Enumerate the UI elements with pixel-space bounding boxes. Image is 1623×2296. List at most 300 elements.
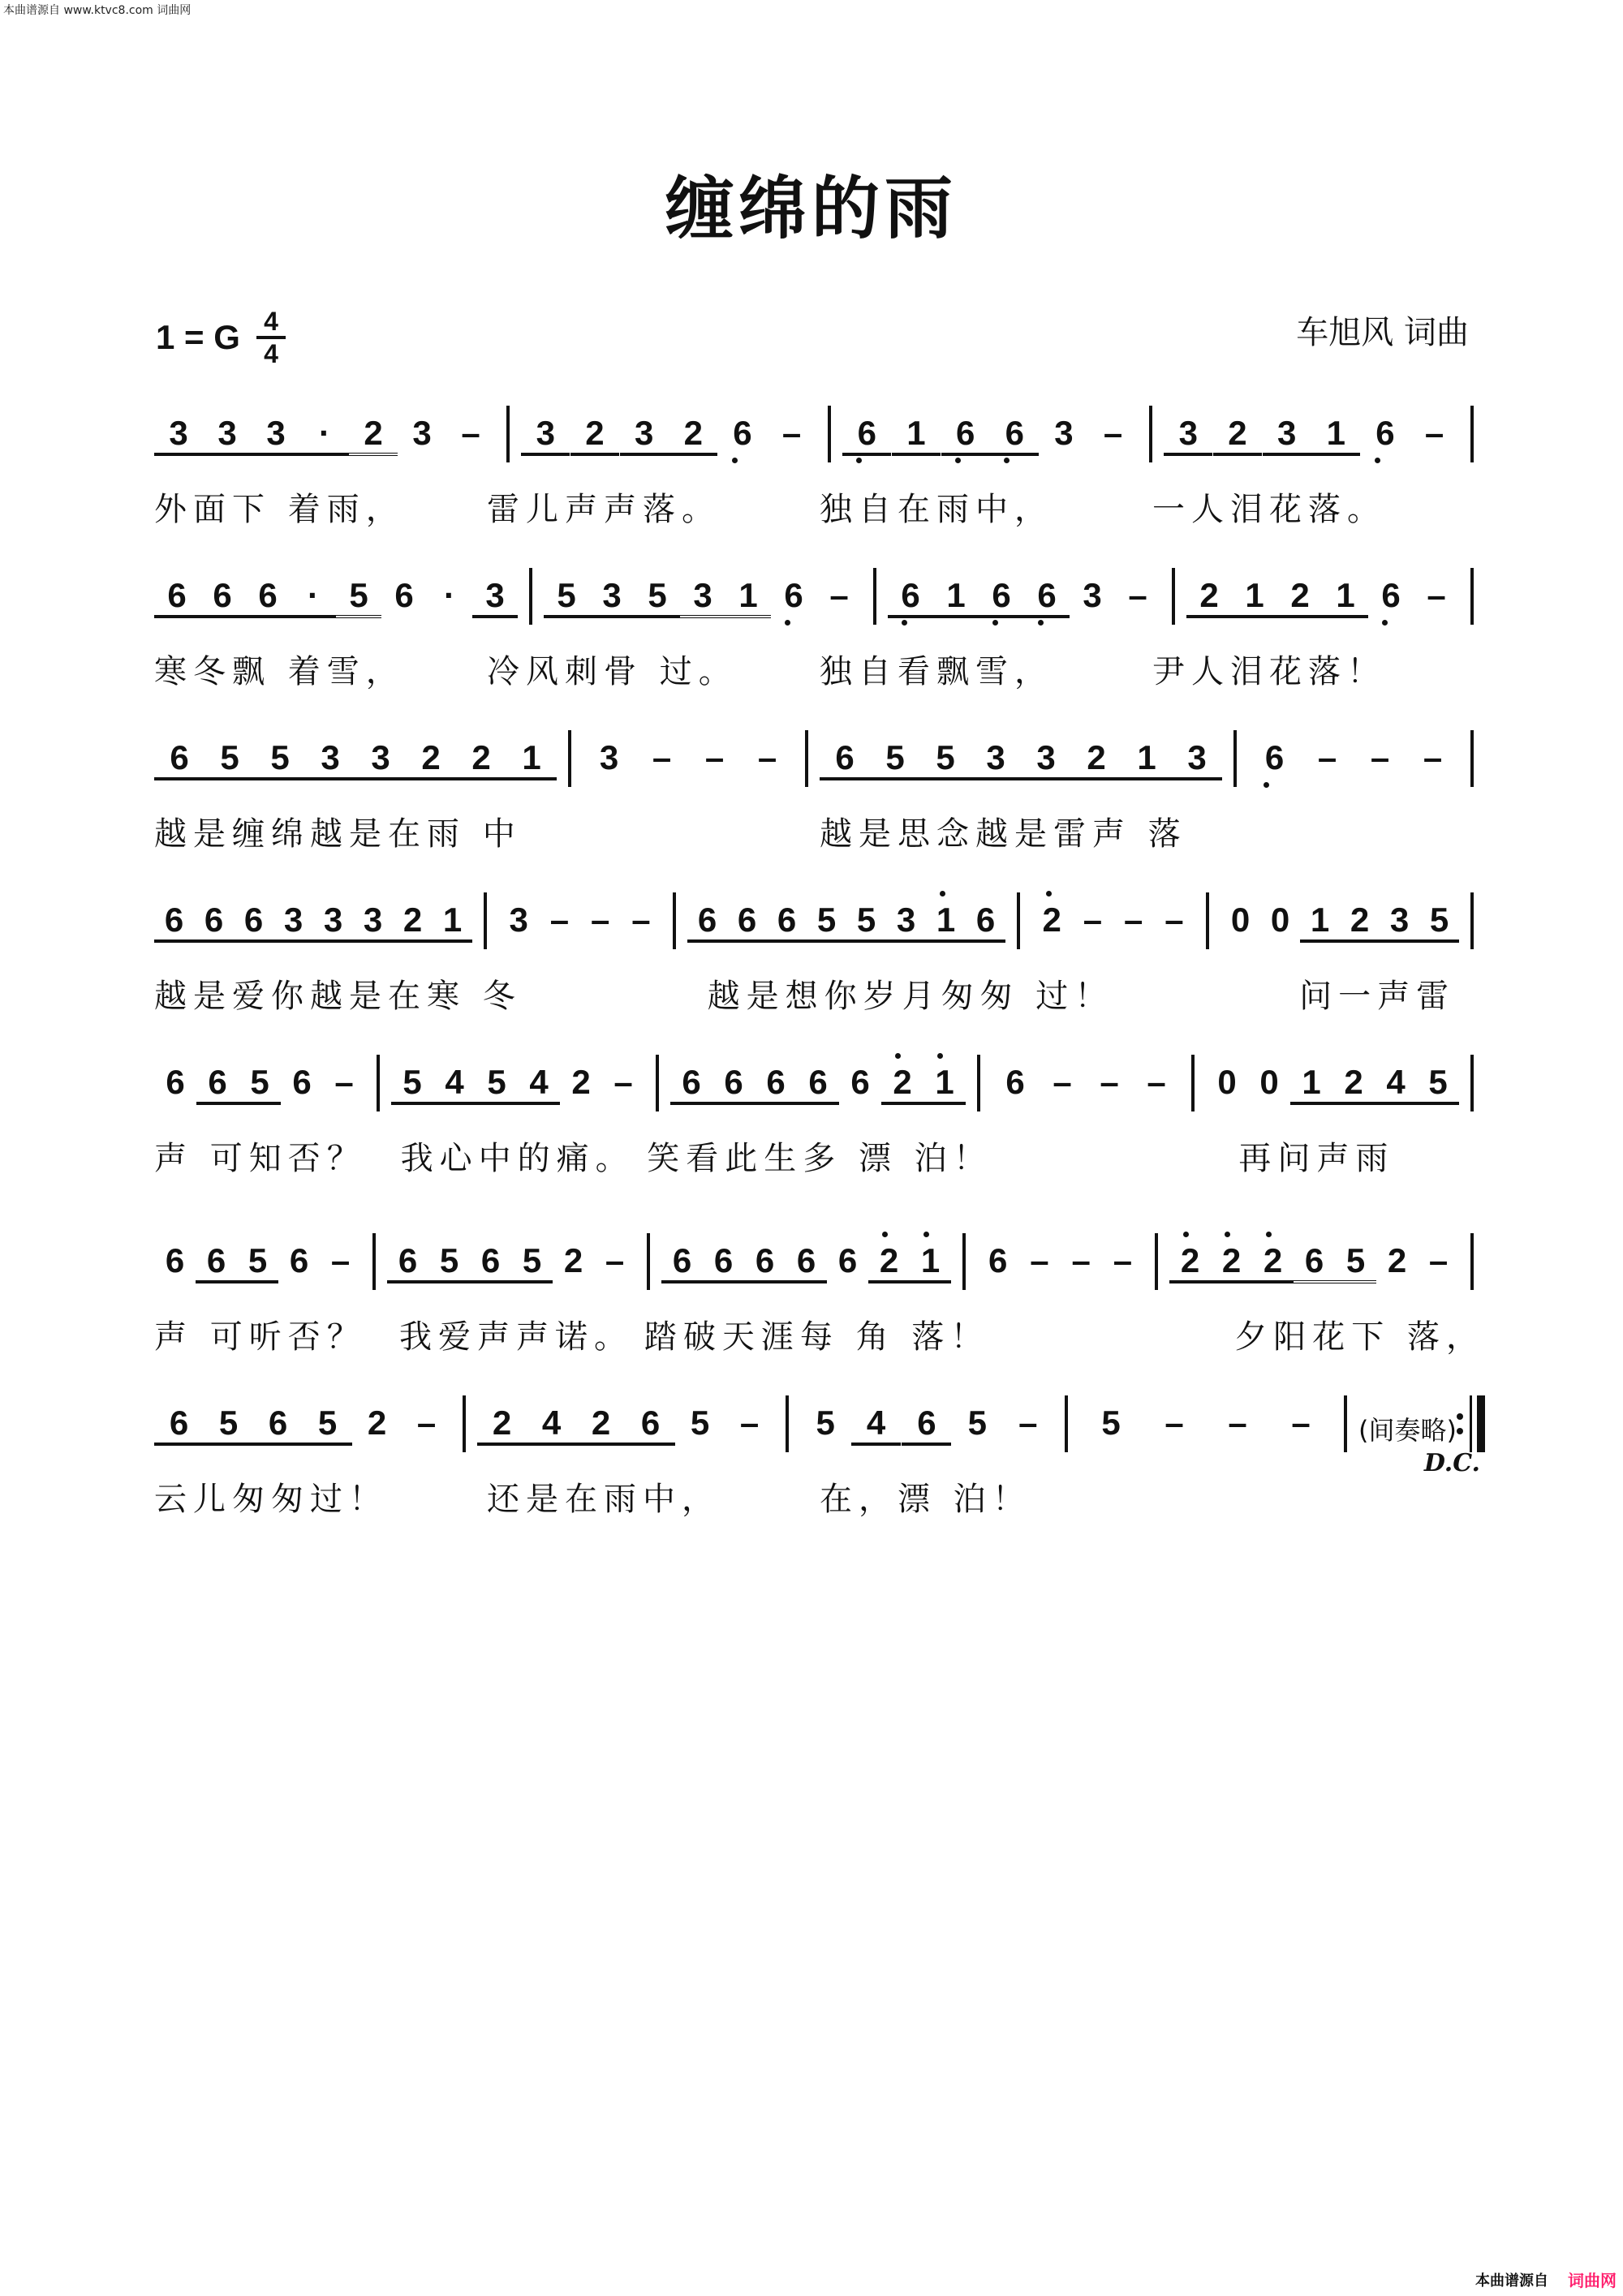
note: 6 xyxy=(850,1063,870,1101)
note: 6 xyxy=(888,568,933,618)
lyric-segment: 冷风刺骨 过。 xyxy=(487,653,738,690)
note: 5 xyxy=(476,1055,518,1105)
note: 2 xyxy=(563,1241,583,1279)
measure xyxy=(583,730,794,795)
note: 6 xyxy=(988,1241,1008,1279)
notation-line xyxy=(154,406,1485,471)
note: – xyxy=(1018,1404,1038,1442)
note: 5 xyxy=(1101,1404,1121,1442)
barline xyxy=(377,1055,380,1111)
lyric-segment: 在，漂 泊！ xyxy=(820,1481,1031,1518)
header-source-note: 本曲谱源自 www.ktvc8.com 词曲网 xyxy=(3,4,192,17)
note: 5 xyxy=(239,1055,281,1105)
note: 1 xyxy=(506,730,557,780)
lyric-segment: 云儿匆匆过！ xyxy=(154,1481,388,1518)
note: 2 xyxy=(1186,568,1232,618)
barline xyxy=(828,406,831,462)
note: 3 xyxy=(680,568,725,618)
lyric-segment xyxy=(522,808,820,857)
note: 2 xyxy=(349,406,398,456)
note: 1 xyxy=(725,568,771,618)
note: 1 xyxy=(1232,568,1277,618)
note: 2 xyxy=(367,1404,387,1442)
note: 5 xyxy=(846,892,886,943)
note: 6 xyxy=(154,1395,204,1446)
note: 3 xyxy=(273,892,313,943)
note: 6 xyxy=(771,568,816,615)
barline xyxy=(1206,892,1209,949)
barline xyxy=(1470,892,1474,949)
note: 2 xyxy=(1277,568,1323,618)
note: 4 xyxy=(851,1395,901,1446)
notation-line xyxy=(154,730,1485,795)
note: 0 xyxy=(1270,901,1290,939)
note: 0 xyxy=(1259,1063,1279,1101)
footer-source: 本曲谱源自 xyxy=(1475,2272,1548,2290)
note: 5 xyxy=(204,730,255,780)
repeat-end-barline xyxy=(1457,1395,1485,1452)
note: 3 xyxy=(620,406,669,456)
dc-marking: D.C. xyxy=(1423,1449,1480,1477)
note: 2 xyxy=(1252,1233,1294,1283)
note: 4 xyxy=(527,1395,576,1446)
lyrics-line xyxy=(154,970,1485,1019)
measure xyxy=(387,1233,635,1298)
lyric-segment: 我心中的痛。 xyxy=(400,1140,635,1177)
note: 6 xyxy=(979,568,1024,618)
lyric-segment: 外面下 着雨， xyxy=(154,491,405,528)
barline xyxy=(1470,1055,1474,1111)
measure xyxy=(391,1055,644,1120)
note: – xyxy=(1128,576,1147,614)
note: 3 xyxy=(1172,730,1222,780)
note: – xyxy=(1291,1404,1311,1442)
note: 6 xyxy=(154,568,200,618)
note: 5 xyxy=(336,568,381,618)
measure xyxy=(800,1395,1053,1460)
barline xyxy=(529,568,532,625)
note: 6 xyxy=(154,892,194,943)
measure xyxy=(992,1055,1180,1120)
measure xyxy=(1186,568,1459,633)
note: – xyxy=(1123,901,1143,939)
measure xyxy=(154,892,472,957)
note: 2 xyxy=(1071,730,1121,780)
note: 3 xyxy=(971,730,1021,780)
lyric-segment: 踏破天涯每 角 落！ xyxy=(644,1318,990,1356)
barline xyxy=(506,406,510,462)
note: 2 xyxy=(1340,892,1380,943)
note: 6 xyxy=(837,1241,858,1279)
measure xyxy=(544,568,862,633)
barline xyxy=(962,1233,966,1290)
note: – xyxy=(461,414,480,452)
note: – xyxy=(1370,738,1390,776)
note: 6 xyxy=(1361,406,1410,453)
measure xyxy=(477,1395,774,1460)
thin-barline xyxy=(1470,1395,1472,1452)
lyrics-line xyxy=(154,646,1485,694)
note: 6 xyxy=(820,730,870,780)
note: 6 xyxy=(394,576,414,614)
barline xyxy=(1155,1233,1158,1290)
note: 2 xyxy=(1387,1241,1407,1279)
note: 6 xyxy=(670,1055,712,1105)
note: 1 xyxy=(933,568,979,618)
barline xyxy=(568,730,571,787)
lyrics-line xyxy=(154,808,1485,857)
measure xyxy=(521,406,816,471)
time-signature-top: 4 xyxy=(264,307,278,336)
lyrics-line xyxy=(154,1311,1485,1360)
note: – xyxy=(1428,1241,1449,1279)
note: · xyxy=(300,406,349,456)
note: 6 xyxy=(196,1055,239,1105)
note: 6 xyxy=(1024,568,1070,618)
note: 5 xyxy=(428,1233,470,1283)
note: 6 xyxy=(387,1233,428,1283)
barline xyxy=(1470,568,1474,625)
note: 5 xyxy=(1335,1233,1376,1283)
note: 2 xyxy=(576,1395,626,1446)
note: 2 xyxy=(477,1395,527,1446)
note: 3 xyxy=(472,568,518,618)
note: 6 xyxy=(1250,730,1300,777)
note: 1 xyxy=(926,892,966,943)
measure xyxy=(498,892,661,957)
note: 5 xyxy=(303,1395,352,1446)
note: 5 xyxy=(544,568,589,618)
lyric-segment: 尹人泪花落！ xyxy=(1152,653,1386,690)
note: – xyxy=(1053,1063,1072,1101)
note: 3 xyxy=(589,568,635,618)
note: 3 xyxy=(154,406,203,456)
note: 5 xyxy=(690,1404,710,1442)
note: 6 xyxy=(200,568,245,618)
note: 1 xyxy=(1290,1055,1332,1105)
note: 3 xyxy=(1054,414,1074,452)
note: 5 xyxy=(204,1395,253,1446)
note: 6 xyxy=(786,1233,827,1283)
note: – xyxy=(757,738,777,776)
note: – xyxy=(1424,414,1444,452)
measure xyxy=(977,1233,1143,1298)
note: 2 xyxy=(1213,406,1262,456)
barline xyxy=(1233,730,1237,787)
note: 3 xyxy=(509,901,528,939)
lyric-segment: 声 可知否？ xyxy=(154,1140,366,1177)
notation-line xyxy=(154,1055,1485,1120)
lyric-segment: 越是思念越是雷声 落 xyxy=(820,815,1187,853)
note: 3 xyxy=(203,406,252,456)
lyric-segment xyxy=(992,1133,1239,1181)
note: 2 xyxy=(669,406,717,456)
note: 1 xyxy=(1300,892,1340,943)
lyric-segment: 声 可听否？ xyxy=(154,1318,366,1356)
note: 6 xyxy=(166,1063,185,1101)
note: – xyxy=(605,1241,625,1279)
notation-line xyxy=(154,1395,1485,1460)
note: 5 xyxy=(511,1233,553,1283)
note: 5 xyxy=(870,730,920,780)
lyric-segment: 一人泪花落。 xyxy=(1152,491,1386,528)
note: 2 xyxy=(1032,892,1072,939)
barline xyxy=(647,1233,650,1290)
note: – xyxy=(334,1063,354,1101)
lyric-segment xyxy=(1113,970,1299,1019)
note: – xyxy=(781,414,802,452)
note: 3 xyxy=(252,406,300,456)
note: – xyxy=(1113,1241,1133,1279)
note: 6 xyxy=(1005,1063,1025,1101)
measure xyxy=(888,568,1160,633)
barline xyxy=(673,892,676,949)
note: 6 xyxy=(902,1395,951,1446)
note: 1 xyxy=(1311,406,1360,456)
note: 3 xyxy=(1263,406,1311,456)
measure xyxy=(154,1395,451,1460)
note: 2 xyxy=(881,1055,923,1105)
lyric-segment: 独自在雨中， xyxy=(820,491,1053,528)
song-title: 缠绵的雨 xyxy=(665,168,958,248)
lyric-segment: 寒冬飘 着雪， xyxy=(154,653,405,690)
lyric-segment: 雷儿声声落。 xyxy=(487,491,721,528)
note: 2 xyxy=(571,1063,591,1101)
measure xyxy=(154,1055,365,1120)
barline xyxy=(1470,1233,1474,1290)
note: 2 xyxy=(1332,1055,1375,1105)
note: 6 xyxy=(797,1055,839,1105)
note: 3 xyxy=(1083,576,1102,614)
note: 5 xyxy=(920,730,971,780)
note: 6 xyxy=(990,406,1039,456)
note: – xyxy=(1147,1063,1166,1101)
lyric-segment xyxy=(989,1311,1234,1360)
note: – xyxy=(704,738,725,776)
barline xyxy=(463,1395,466,1452)
note: 1 xyxy=(923,1055,966,1105)
note: 4 xyxy=(518,1055,560,1105)
note: – xyxy=(1317,738,1337,776)
note: – xyxy=(652,738,672,776)
note: 5 xyxy=(255,730,305,780)
lyric-segment: 越是想你岁月匆匆 过！ xyxy=(707,978,1114,1015)
measure xyxy=(154,568,518,633)
note: 5 xyxy=(391,1055,433,1105)
note: – xyxy=(739,1404,760,1442)
note: – xyxy=(1165,901,1184,939)
note: – xyxy=(590,901,610,939)
barline xyxy=(1172,568,1175,625)
note: 6 xyxy=(196,1233,237,1283)
note: – xyxy=(631,901,651,939)
lyrics-line xyxy=(154,1473,1485,1522)
note: 5 xyxy=(237,1233,278,1283)
note: 5 xyxy=(967,1404,988,1442)
lyric-segment: 夕阳花下 落， xyxy=(1234,1318,1486,1356)
note: 6 xyxy=(165,1241,185,1279)
note: 3 xyxy=(1164,406,1212,456)
note: – xyxy=(330,1241,351,1279)
note: 2 xyxy=(1211,1233,1252,1283)
note: 3 xyxy=(355,730,406,780)
lyric-segment: 再问声雨 xyxy=(1238,1140,1395,1177)
note: – xyxy=(1427,576,1446,614)
measure xyxy=(154,1233,361,1298)
note: – xyxy=(1423,738,1443,776)
note: 6 xyxy=(966,892,1005,943)
note: 5 xyxy=(635,568,680,618)
note: 6 xyxy=(626,1395,675,1446)
measure xyxy=(154,406,495,471)
note: 3 xyxy=(1021,730,1071,780)
note: 6 xyxy=(470,1233,511,1283)
note: 6 xyxy=(245,568,291,618)
time-signature-bottom: 4 xyxy=(264,339,278,368)
note: 4 xyxy=(433,1055,476,1105)
note: 3 xyxy=(412,414,432,452)
note: 6 xyxy=(727,892,767,943)
thick-barline xyxy=(1477,1395,1485,1452)
barline xyxy=(1149,406,1152,462)
measure xyxy=(1206,1055,1459,1120)
note: 6 xyxy=(154,730,204,780)
note: 6 xyxy=(289,1241,309,1279)
lyric-segment: 独自看飘雪， xyxy=(820,653,1053,690)
barline xyxy=(805,730,808,787)
note: 3 xyxy=(353,892,393,943)
lyrics-line xyxy=(154,1133,1485,1181)
barline xyxy=(786,1395,789,1452)
measure xyxy=(154,730,557,795)
credit-line: 车旭风 词曲 xyxy=(1296,314,1469,351)
measure xyxy=(661,1233,951,1298)
barline xyxy=(656,1055,659,1111)
barline xyxy=(1344,1395,1347,1452)
measure xyxy=(820,730,1222,795)
note: 2 xyxy=(570,406,619,456)
note: 1 xyxy=(892,406,941,456)
key-signature: 1 = G xyxy=(156,318,240,356)
note: 6 xyxy=(767,892,807,943)
lyric-segment: 我爱声声诺。 xyxy=(398,1318,633,1356)
note: 6 xyxy=(661,1233,703,1283)
measure xyxy=(670,1055,966,1120)
note: – xyxy=(1083,901,1103,939)
note: 6 xyxy=(253,1395,303,1446)
lyrics-line xyxy=(154,484,1485,532)
note: 5 xyxy=(807,892,846,943)
lyric-segment: 问一声雷 xyxy=(1299,978,1456,1015)
note: · xyxy=(291,568,336,618)
barline xyxy=(1065,1395,1068,1452)
note: 6 xyxy=(842,406,891,456)
note: 6 xyxy=(1368,568,1414,615)
barline xyxy=(873,568,876,625)
note: – xyxy=(1103,414,1123,452)
measure xyxy=(1164,406,1459,471)
note: 2 xyxy=(868,1233,910,1283)
note: 6 xyxy=(292,1063,312,1101)
note: – xyxy=(416,1404,437,1442)
barline xyxy=(1191,1055,1195,1111)
note: 6 xyxy=(755,1055,797,1105)
note: 5 xyxy=(1419,892,1459,943)
lyric-segment: 越是爱你越是在寒 冬 xyxy=(154,978,522,1015)
footer xyxy=(1475,2268,1617,2291)
note: 6 xyxy=(234,892,273,943)
note: – xyxy=(1071,1241,1091,1279)
repeat-dots xyxy=(1457,1413,1463,1434)
note: 6 xyxy=(703,1233,744,1283)
note: 1 xyxy=(1121,730,1172,780)
note: 5 xyxy=(1417,1055,1459,1105)
note: 2 xyxy=(456,730,506,780)
note: 0 xyxy=(1230,901,1251,939)
footer-logo: 词曲网 xyxy=(1568,2271,1617,2290)
measure xyxy=(1220,892,1459,957)
note: 3 xyxy=(886,892,926,943)
note: 2 xyxy=(406,730,456,780)
note: 6 xyxy=(941,406,990,456)
barline xyxy=(977,1055,980,1111)
note: 4 xyxy=(1375,1055,1417,1105)
note: 3 xyxy=(313,892,353,943)
measure xyxy=(1031,892,1195,957)
note: – xyxy=(1100,1063,1119,1101)
note: – xyxy=(613,1063,633,1101)
barline xyxy=(372,1233,376,1290)
note: 6 xyxy=(1294,1233,1335,1283)
note: 6 xyxy=(718,406,767,453)
lyric-segment: 笑看此生多 漂 泊！ xyxy=(647,1140,992,1177)
notation-line xyxy=(154,892,1485,957)
barline xyxy=(1470,730,1474,787)
note: 2 xyxy=(1169,1233,1211,1283)
measure xyxy=(1079,1395,1332,1460)
note: 6 xyxy=(687,892,727,943)
time-signature xyxy=(256,308,286,367)
note: – xyxy=(1030,1241,1049,1279)
note: 1 xyxy=(910,1233,951,1283)
barline xyxy=(1470,406,1474,462)
interlude-label: (间奏略) xyxy=(1358,1415,1457,1446)
notation-line xyxy=(154,568,1485,633)
measure xyxy=(842,406,1138,471)
notation-line xyxy=(154,1233,1485,1298)
note: 1 xyxy=(1323,568,1368,618)
note: 3 xyxy=(599,738,619,776)
note: 6 xyxy=(744,1233,786,1283)
measure xyxy=(687,892,1005,957)
note: 3 xyxy=(305,730,355,780)
note: – xyxy=(1228,1404,1247,1442)
lyric-segment: 还是在雨中， xyxy=(487,1481,721,1518)
note: · xyxy=(444,576,455,614)
note: 0 xyxy=(1217,1063,1237,1101)
lyric-segment xyxy=(1152,1473,1485,1522)
lyric-segment xyxy=(522,970,708,1019)
note: 3 xyxy=(521,406,570,456)
barline xyxy=(1017,892,1020,949)
note: 6 xyxy=(712,1055,755,1105)
note: 5 xyxy=(816,1404,835,1442)
note: – xyxy=(829,576,849,614)
barline xyxy=(484,892,487,949)
measure xyxy=(1169,1233,1459,1298)
note: – xyxy=(1165,1404,1184,1442)
note: 2 xyxy=(393,892,433,943)
